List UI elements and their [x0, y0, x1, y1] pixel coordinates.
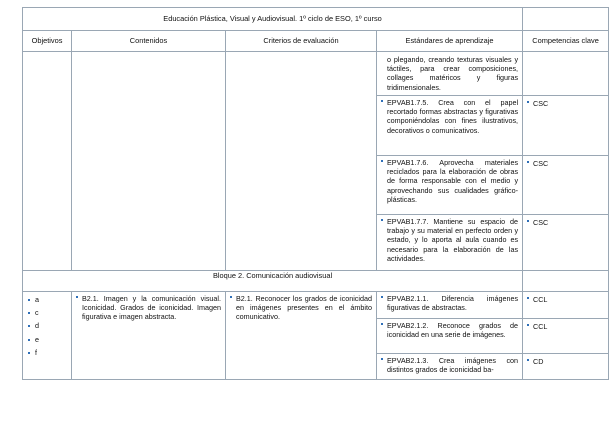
standard-cell [377, 215, 523, 271]
bullet-icon [381, 100, 383, 102]
competence-text: CCL [533, 295, 548, 304]
competence-cell [523, 156, 609, 215]
bullet-icon [28, 352, 30, 354]
bullet-icon [381, 296, 383, 298]
table-row [23, 52, 609, 96]
bullet-icon [527, 297, 529, 299]
bullet-icon [381, 160, 383, 162]
standard-text: EPVAB2.1.3. Crea imágenes con distintos grados de iconicidad ba- [387, 356, 519, 375]
objectives-cell-empty [23, 52, 72, 271]
objectives-cell [23, 292, 72, 380]
standard-cell [377, 156, 523, 215]
content-cell [72, 292, 226, 380]
competence-cell [523, 354, 609, 380]
competence-text: CCL [533, 322, 548, 331]
bullet-icon [28, 325, 30, 327]
header-criterios: Criterios de evaluación [226, 31, 377, 52]
bullet-icon [527, 161, 529, 163]
competence-cell [523, 319, 609, 354]
standard-text: EPVAB2.1.1. Diferencia imágenes figurativas de abstractas. [387, 294, 519, 313]
block-title-blank [523, 271, 609, 292]
standard-continuation-cell [377, 52, 523, 96]
header-competencias: Competencias clave [523, 31, 609, 52]
standard-text: EPVAB1.7.7. Mantiene su espacio de trabajo y su material en perfecto orden y estado, y lo aporta al aula cuando es necesario para la elaboración de las actividades. [387, 217, 519, 263]
standard-continuation-text: o plegando, creando texturas visuales y táctiles, para crear composiciones, collages matéricos y figuras tridimensionales. [387, 55, 519, 92]
block-title: Bloque 2. Comunicación audiovisual [23, 271, 523, 292]
competence-text: CSC [533, 159, 549, 168]
list-item: c [28, 308, 71, 321]
bullet-icon [230, 296, 232, 298]
competence-cell-empty [523, 52, 609, 96]
header-estandares: Estándares de aprendizaje [377, 31, 523, 52]
competence-cell [523, 96, 609, 156]
table-row [23, 292, 609, 319]
list-item: e [28, 335, 71, 348]
curriculum-table [22, 7, 609, 380]
standard-text: EPVAB1.7.5. Crea con el papel recortado formas abstractas y figurativas componiéndolas con fines ilustrativos, decorativos o comunicativos. [387, 98, 519, 135]
list-item: a [28, 295, 71, 308]
competence-text: CSC [533, 218, 549, 227]
standard-cell [377, 319, 523, 354]
bullet-icon [28, 312, 30, 314]
bullet-icon [381, 358, 383, 360]
competence-cell [523, 292, 609, 319]
standard-cell [377, 354, 523, 380]
criteria-cell-empty [226, 52, 377, 271]
bullet-icon [381, 219, 383, 221]
objectives-list [23, 292, 71, 361]
bullet-icon [527, 220, 529, 222]
block-title-row [23, 271, 609, 292]
criterion-text: B2.1. Reconocer los grados de iconicidad en imágenes presentes en el ámbito comunicativo. [236, 294, 372, 322]
standard-cell [377, 96, 523, 156]
bullet-icon [527, 101, 529, 103]
content-cell-empty [72, 52, 226, 271]
table-title: Educación Plástica, Visual y Audiovisual. 1º ciclo de ESO, 1º curso [23, 8, 523, 31]
bullet-icon [527, 359, 529, 361]
standard-text: EPVAB1.7.6. Aprovecha materiales reciclados para la elaboración de obras de forma responsable con el medio y aprovechando sus cualidades gráfico-plásticas. [387, 158, 519, 204]
list-item: d [28, 321, 71, 334]
competence-cell [523, 215, 609, 271]
criteria-cell [226, 292, 377, 380]
list-item: f [28, 348, 71, 361]
competence-text: CSC [533, 99, 549, 108]
header-objetivos: Objetivos [23, 31, 72, 52]
standard-cell [377, 292, 523, 319]
competence-text: CD [533, 357, 544, 366]
bullet-icon [28, 339, 30, 341]
standard-text: EPVAB2.1.2. Reconoce grados de iconicidad en una serie de imágenes. [387, 321, 519, 340]
bullet-icon [527, 324, 529, 326]
bullet-icon [76, 296, 78, 298]
header-contenidos: Contenidos [72, 31, 226, 52]
bullet-icon [381, 323, 383, 325]
content-text: B2.1. Imagen y la comunicación visual. Iconicidad. Grados de iconicidad. Imagen figurativa e imagen abstracta. [82, 294, 221, 322]
bullet-icon [28, 299, 30, 301]
table-title-blank [523, 8, 609, 31]
